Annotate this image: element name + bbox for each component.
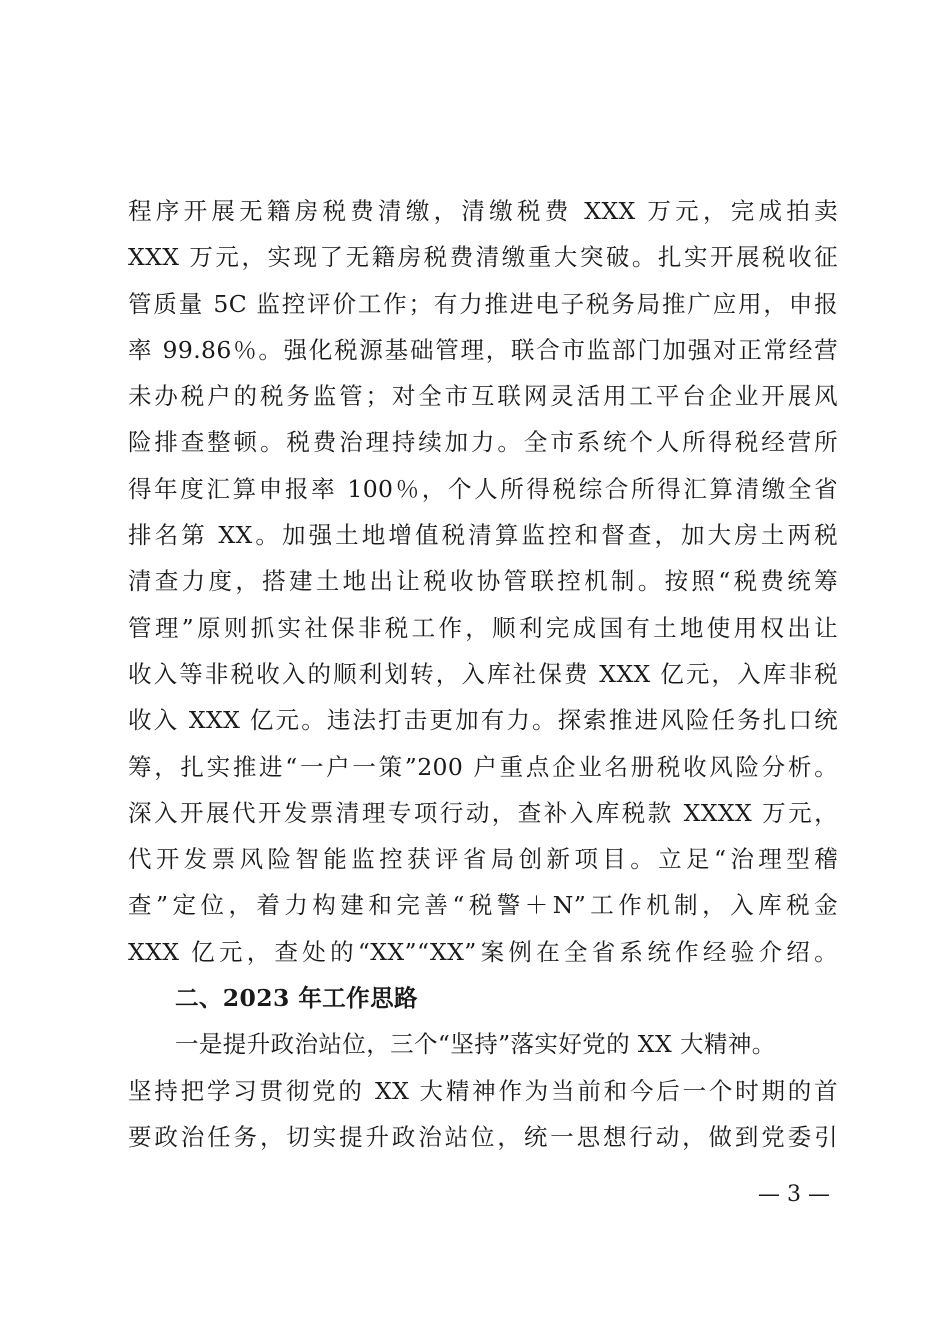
section-heading: 二、2023 年工作思路 bbox=[175, 984, 418, 1013]
text-line: XXX 亿元，查处的“XX”“XX”案例在全省系统作经验介绍。 bbox=[128, 937, 838, 966]
text-line: 收入 XXX 亿元。违法打击更加有力。探索推进风险任务扎口统 bbox=[128, 706, 838, 735]
text-line: 排名第 XX。加强土地增值税清算监控和督查，加大房土两税 bbox=[128, 521, 838, 550]
text-line: 得年度汇算申报率 100％，个人所得税综合所得汇算清缴全省 bbox=[128, 474, 838, 503]
text-line: 一是提升政治站位，三个“坚持”落实好党的 XX 大精神。 bbox=[175, 1030, 776, 1059]
page-number: — 3 — bbox=[758, 1182, 830, 1207]
text-line: 收入等非税收入的顺利划转，入库社保费 XXX 亿元，入库非税 bbox=[128, 659, 838, 688]
text-line: 率 99.86％。强化税源基础管理，联合市监部门加强对正常经营 bbox=[128, 335, 838, 364]
text-line: 管理”原则抓实社保非税工作，顺利完成国有土地使用权出让 bbox=[128, 613, 838, 642]
body-text bbox=[128, 188, 838, 1160]
text-line: 险排查整顿。税费治理持续加力。全市系统个人所得税经营所 bbox=[128, 428, 838, 457]
text-line: 要政治任务，切实提升政治站位，统一思想行动，做到党委引 bbox=[128, 1122, 838, 1151]
text-line: 筹，扎实推进“一户一策”200 户重点企业名册税收风险分析。 bbox=[128, 752, 838, 781]
text-line: 未办税户的税务监管；对全市互联网灵活用工平台企业开展风 bbox=[128, 382, 838, 411]
text-line: XXX 万元，实现了无籍房税费清缴重大突破。扎实开展税收征 bbox=[128, 243, 838, 272]
text-line: 清查力度，搭建土地出让税收协管联控机制。按照“税费统筹 bbox=[128, 567, 838, 596]
text-line: 代开发票风险智能监控获评省局创新项目。立足“治理型稽 bbox=[128, 845, 838, 874]
text-line: 坚持把学习贯彻党的 XX 大精神作为当前和今后一个时期的首 bbox=[128, 1076, 838, 1105]
text-line: 程序开展无籍房税费清缴，清缴税费 XXX 万元，完成拍卖 bbox=[128, 197, 838, 225]
text-line: 深入开展代开发票清理专项行动，查补入库税款 XXXX 万元， bbox=[128, 798, 838, 827]
text-line: 查”定位，着力构建和完善“税警＋N”工作机制，入库税金 bbox=[128, 891, 838, 920]
text-line: 管质量 5C 监控评价工作；有力推进电子税务局推广应用，申报 bbox=[128, 289, 838, 318]
